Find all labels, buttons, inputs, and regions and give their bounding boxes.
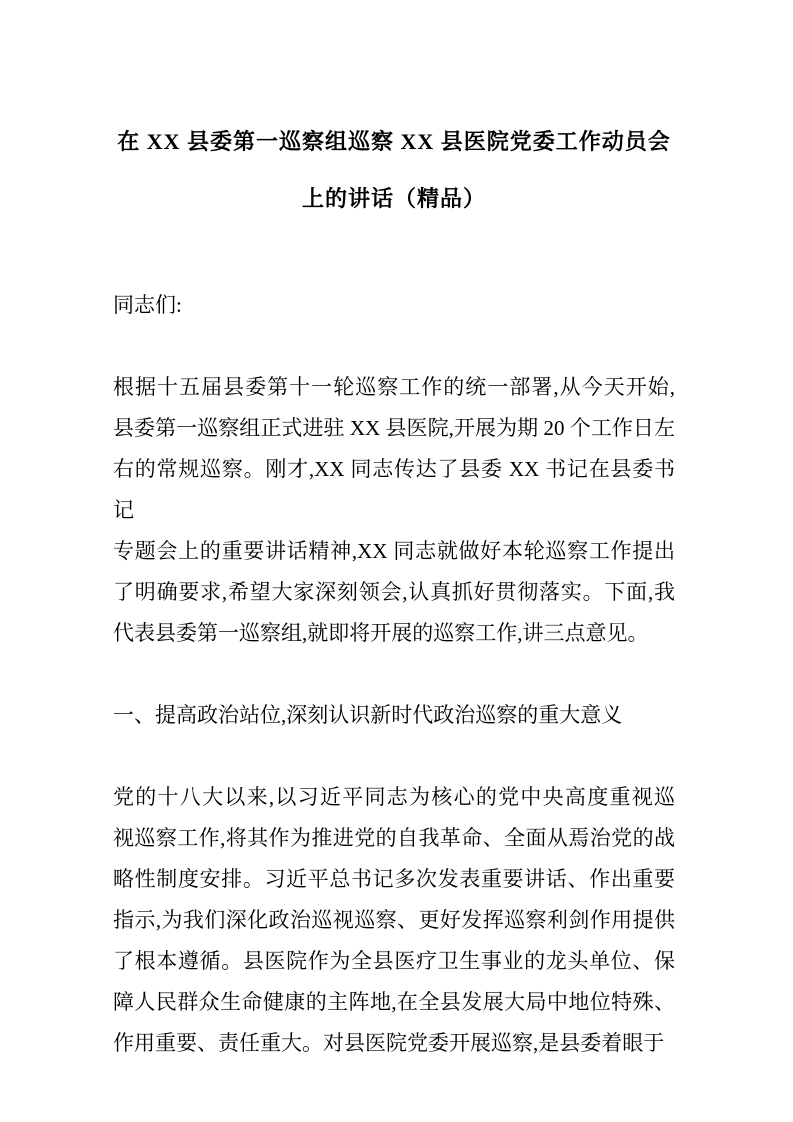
text-line: 了根本遵循。县医院作为全县医疗卫生事业的龙头单位、保 xyxy=(113,949,675,973)
text-line: 同志们: xyxy=(113,293,182,317)
title-line-2: 上的讲话（精品） xyxy=(301,186,486,211)
text-line: 障人民群众生命健康的主阵地,在全县发展大局中地位特殊、 xyxy=(113,990,675,1014)
document-title xyxy=(113,113,675,227)
text-line: 一、提高政治站位,深刻认识新时代政治巡察的重大意义 xyxy=(113,703,623,727)
text-line: 代表县委第一巡察组,就即将开展的巡察工作,讲三点意见。 xyxy=(113,621,649,645)
text-line: 根据十五届县委第十一轮巡察工作的统一部署,从今天开始, xyxy=(113,375,675,399)
paragraph-section-1-body xyxy=(113,777,675,1064)
text-line: 右的常规巡察。刚才,XX 同志传达了县委 XX 书记在县委书记 xyxy=(113,457,675,522)
section-heading-1 xyxy=(113,695,675,736)
text-line: 指示,为我们深化政治巡视巡察、更好发挥巡察利剑作用提供 xyxy=(113,908,675,932)
text-line: 县委第一巡察组正式进驻 XX 县医院,开展为期 20 个工作日左 xyxy=(113,416,675,440)
text-line: 了明确要求,希望大家深刻领会,认真抓好贯彻落实。下面,我 xyxy=(113,580,675,604)
text-line: 专题会上的重要讲话精神,XX 同志就做好本轮巡察工作提出 xyxy=(113,539,675,563)
text-line: 党的十八大以来,以习近平同志为核心的党中央高度重视巡 xyxy=(113,785,675,809)
text-line: 作用重要、责任重大。对县医院党委开展巡察,是县委着眼于 xyxy=(113,1031,665,1055)
title-line-1: 在 XX 县委第一巡察组巡察 XX 县医院党委工作动员会 xyxy=(117,129,671,154)
paragraph-opening xyxy=(113,367,675,654)
paragraph-salutation xyxy=(113,285,675,326)
text-line: 视巡察工作,将其作为推进党的自我革命、全面从焉治党的战 xyxy=(113,826,675,850)
text-line: 略性制度安排。习近平总书记多次发表重要讲话、作出重要 xyxy=(113,867,675,891)
